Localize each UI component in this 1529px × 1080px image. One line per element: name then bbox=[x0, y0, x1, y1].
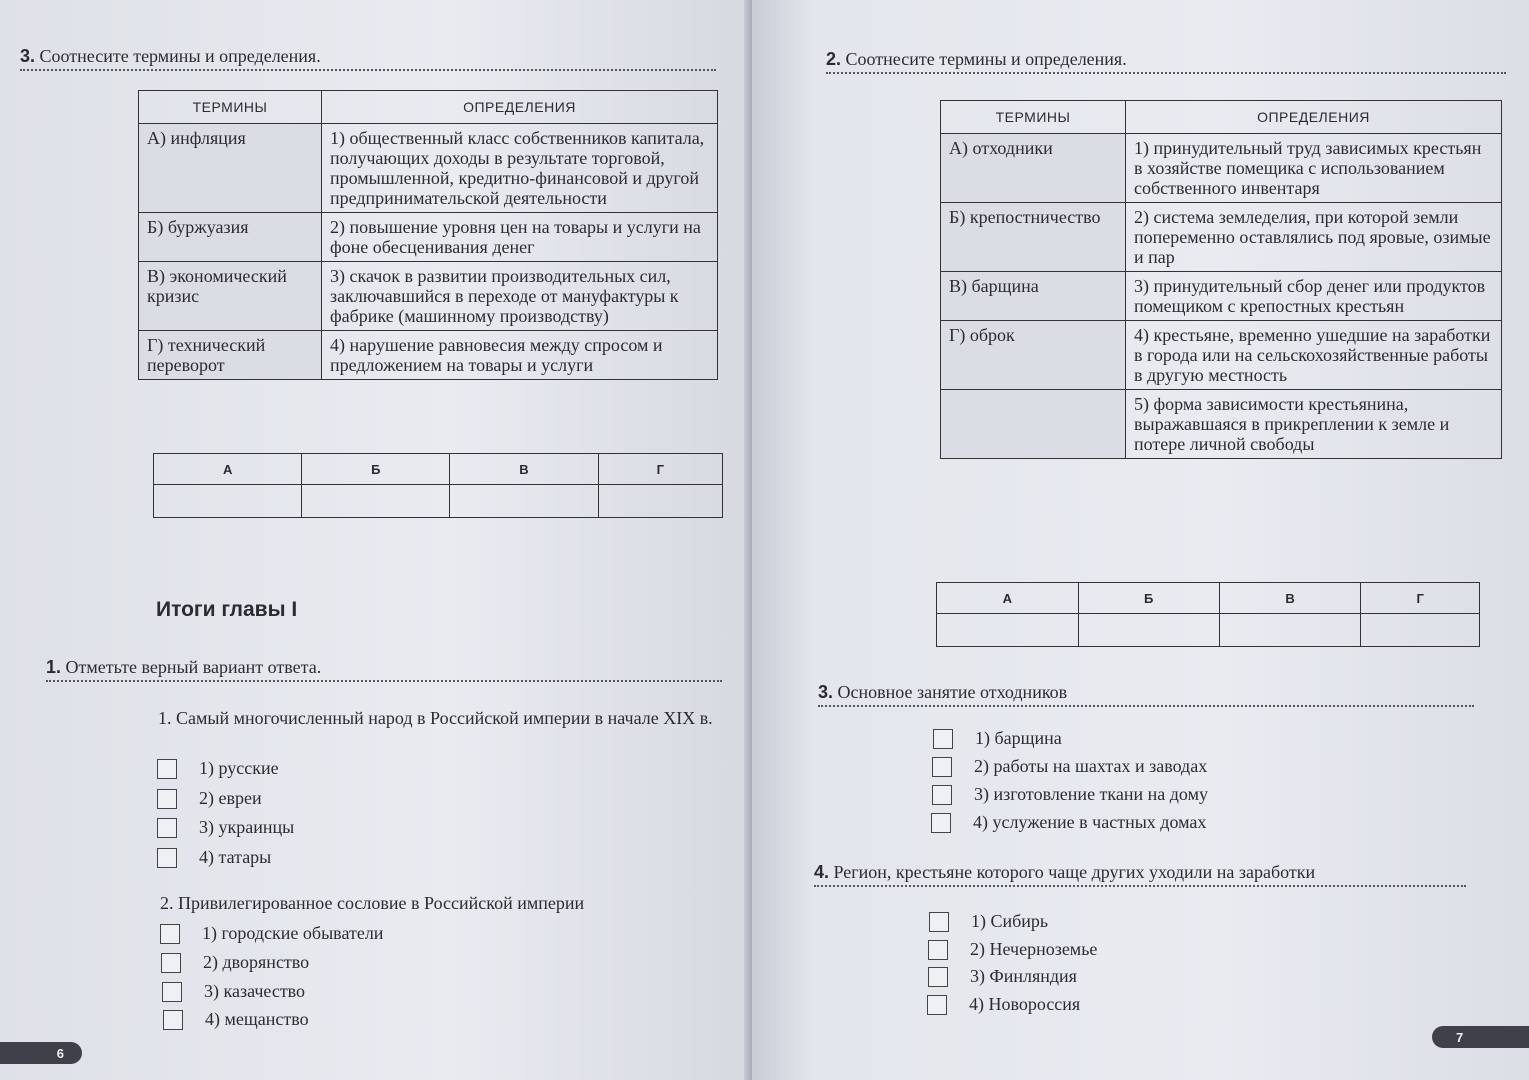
option-item[interactable] bbox=[157, 817, 294, 838]
checkbox[interactable] bbox=[931, 813, 951, 833]
answer-letter: А bbox=[154, 454, 302, 485]
option-item[interactable] bbox=[932, 756, 1207, 777]
table-row bbox=[139, 331, 718, 380]
option-item[interactable] bbox=[927, 994, 1080, 1015]
checkbox[interactable] bbox=[160, 924, 180, 944]
task1-heading bbox=[46, 657, 722, 682]
checkbox[interactable] bbox=[933, 729, 953, 749]
definition-cell: 4) крестьяне, временно ушедшие на заработки в города или на сельскохозяйственные работы в другую местность bbox=[1126, 321, 1502, 390]
checkbox[interactable] bbox=[157, 789, 177, 809]
table-row bbox=[941, 390, 1502, 459]
definition-cell: 1) принудительный труд зависимых крестьян в хозяйстве помещика с использованием собственного инвентаря bbox=[1126, 134, 1502, 203]
option-item[interactable] bbox=[163, 1009, 309, 1030]
task2-heading bbox=[826, 49, 1506, 74]
term-cell: В) экономический кризис bbox=[139, 262, 322, 331]
option-label: 4) татары bbox=[199, 847, 272, 867]
task1-number: 1. bbox=[46, 657, 62, 677]
task3-heading-text: Соотнесите термины и определения. bbox=[39, 46, 321, 66]
answer-cell[interactable] bbox=[598, 485, 722, 518]
definition-cell: 5) форма зависимости крестьянина, выражавшаяся в прикреплении к земле и потере личной свободы bbox=[1126, 390, 1502, 459]
answer-letter: Б bbox=[1078, 583, 1219, 614]
col-definitions: ОПРЕДЕЛЕНИЯ bbox=[322, 91, 718, 124]
checkbox[interactable] bbox=[929, 912, 949, 932]
left-page bbox=[0, 0, 752, 1080]
terms-table-left bbox=[138, 90, 718, 380]
term-cell bbox=[941, 390, 1126, 459]
term-cell: В) барщина bbox=[941, 272, 1126, 321]
term-cell: Г) оброк bbox=[941, 321, 1126, 390]
page-number-right: 7 bbox=[1432, 1026, 1529, 1048]
col-terms: ТЕРМИНЫ bbox=[139, 91, 322, 124]
task2-number: 2. bbox=[826, 49, 842, 69]
definition-cell: 3) принудительный сбор денег или продуктов помещиком с крепостных крестьян bbox=[1126, 272, 1502, 321]
checkbox[interactable] bbox=[928, 940, 948, 960]
definition-cell: 3) скачок в развитии производительных сил, заключавшийся в переходе от мануфактуры к фабрике (машинному производству) bbox=[322, 262, 718, 331]
option-label: 1) барщина bbox=[975, 728, 1062, 748]
option-label: 1) городские обыватели bbox=[202, 923, 384, 943]
answer-cell[interactable] bbox=[937, 614, 1079, 647]
terms-table-right bbox=[940, 100, 1502, 459]
answer-letter: В bbox=[1219, 583, 1361, 614]
answer-cell[interactable] bbox=[450, 485, 598, 518]
question-2-text: 2. Привилегированное сословие в Российской империи bbox=[160, 893, 585, 913]
answer-grid-right bbox=[936, 582, 1480, 647]
term-cell: А) отходники bbox=[941, 134, 1126, 203]
right-page bbox=[752, 0, 1529, 1080]
answer-cell[interactable] bbox=[1078, 614, 1219, 647]
task2-heading-text: Соотнесите термины и определения. bbox=[845, 49, 1127, 69]
col-terms: ТЕРМИНЫ bbox=[941, 101, 1126, 134]
answer-letter: Г bbox=[1361, 583, 1480, 614]
option-item[interactable] bbox=[928, 939, 1097, 960]
option-label: 2) Нечерноземье bbox=[970, 939, 1098, 959]
checkbox[interactable] bbox=[157, 759, 177, 779]
option-label: 4) мещанство bbox=[205, 1009, 309, 1029]
answer-letter: А bbox=[937, 583, 1079, 614]
answer-cell[interactable] bbox=[154, 485, 302, 518]
checkbox[interactable] bbox=[932, 757, 952, 777]
table-row bbox=[941, 321, 1502, 390]
task4-heading bbox=[814, 862, 1466, 887]
option-label: 3) украинцы bbox=[199, 817, 295, 837]
option-item[interactable] bbox=[157, 758, 279, 779]
option-label: 3) казачество bbox=[204, 981, 306, 1001]
task3-number-right: 3. bbox=[818, 682, 834, 702]
option-label: 1) русские bbox=[199, 758, 279, 778]
option-label: 4) Новороссия bbox=[969, 994, 1081, 1014]
option-item[interactable] bbox=[929, 911, 1048, 932]
definition-cell: 2) система земледелия, при которой земли попеременно оставлялись под яровые, озимые и пар bbox=[1126, 203, 1502, 272]
option-label: 2) дворянство bbox=[203, 952, 310, 972]
question-1-text: 1. Самый многочисленный народ в Российской империи в начале XIX в. bbox=[158, 708, 713, 728]
checkbox[interactable] bbox=[932, 785, 952, 805]
checkbox[interactable] bbox=[157, 848, 177, 868]
checkbox[interactable] bbox=[162, 982, 182, 1002]
option-item[interactable] bbox=[932, 784, 1208, 805]
option-label: 2) евреи bbox=[199, 788, 262, 808]
option-item[interactable] bbox=[933, 728, 1062, 749]
section-title: Итоги главы I bbox=[156, 598, 298, 621]
table-row bbox=[941, 272, 1502, 321]
option-label: 3) Финляндия bbox=[970, 966, 1077, 986]
answer-cell[interactable] bbox=[1219, 614, 1361, 647]
task3-heading bbox=[20, 46, 716, 71]
option-item[interactable] bbox=[928, 966, 1077, 987]
task4-number: 4. bbox=[814, 862, 830, 882]
table-row bbox=[139, 262, 718, 331]
term-cell: Г) технический переворот bbox=[139, 331, 322, 380]
option-label: 1) Сибирь bbox=[971, 911, 1049, 931]
answer-cell[interactable] bbox=[1361, 614, 1480, 647]
definition-cell: 2) повышение уровня цен на товары и услуги на фоне обесценивания денег bbox=[322, 213, 718, 262]
task4-heading-text: Регион, крестьяне которого чаще других уходили на заработки bbox=[833, 862, 1316, 882]
checkbox[interactable] bbox=[927, 995, 947, 1015]
term-cell: А) инфляция bbox=[139, 124, 322, 213]
table-row bbox=[139, 124, 718, 213]
checkbox[interactable] bbox=[163, 1010, 183, 1030]
definition-cell: 1) общественный класс собственников капитала, получающих доходы в результате торговой, промышленной, кредитно-финансовой и другой предпринимательской деятельности bbox=[322, 124, 718, 213]
definition-cell: 4) нарушение равновесия между спросом и предложением на товары и услуги bbox=[322, 331, 718, 380]
table-row bbox=[941, 203, 1502, 272]
page-number-left: 6 bbox=[0, 1042, 82, 1064]
task3-heading-right-text: Основное занятие отходников bbox=[837, 682, 1068, 702]
term-cell: Б) буржуазия bbox=[139, 213, 322, 262]
answer-letter: Г bbox=[598, 454, 722, 485]
term-cell: Б) крепостничество bbox=[941, 203, 1126, 272]
table-row bbox=[139, 213, 718, 262]
option-item[interactable] bbox=[162, 981, 305, 1002]
option-item[interactable] bbox=[157, 788, 262, 809]
checkbox[interactable] bbox=[157, 818, 177, 838]
option-item[interactable] bbox=[160, 923, 383, 944]
answer-cell[interactable] bbox=[302, 485, 450, 518]
answer-letter: В bbox=[450, 454, 598, 485]
task3-number: 3. bbox=[20, 46, 36, 66]
checkbox[interactable] bbox=[161, 953, 181, 973]
col-definitions: ОПРЕДЕЛЕНИЯ bbox=[1126, 101, 1502, 134]
answer-grid-left bbox=[153, 453, 723, 518]
answer-letter: Б bbox=[302, 454, 450, 485]
option-label: 4) услужение в частных домах bbox=[973, 812, 1207, 832]
option-label: 2) работы на шахтах и заводах bbox=[974, 756, 1208, 776]
table-row bbox=[941, 134, 1502, 203]
task3-heading-right bbox=[818, 682, 1474, 707]
checkbox[interactable] bbox=[928, 967, 948, 987]
task1-heading-text: Отметьте верный вариант ответа. bbox=[65, 657, 322, 677]
option-item[interactable] bbox=[931, 812, 1206, 833]
option-label: 3) изготовление ткани на дому bbox=[974, 784, 1208, 804]
option-item[interactable] bbox=[161, 952, 309, 973]
option-item[interactable] bbox=[157, 847, 271, 868]
